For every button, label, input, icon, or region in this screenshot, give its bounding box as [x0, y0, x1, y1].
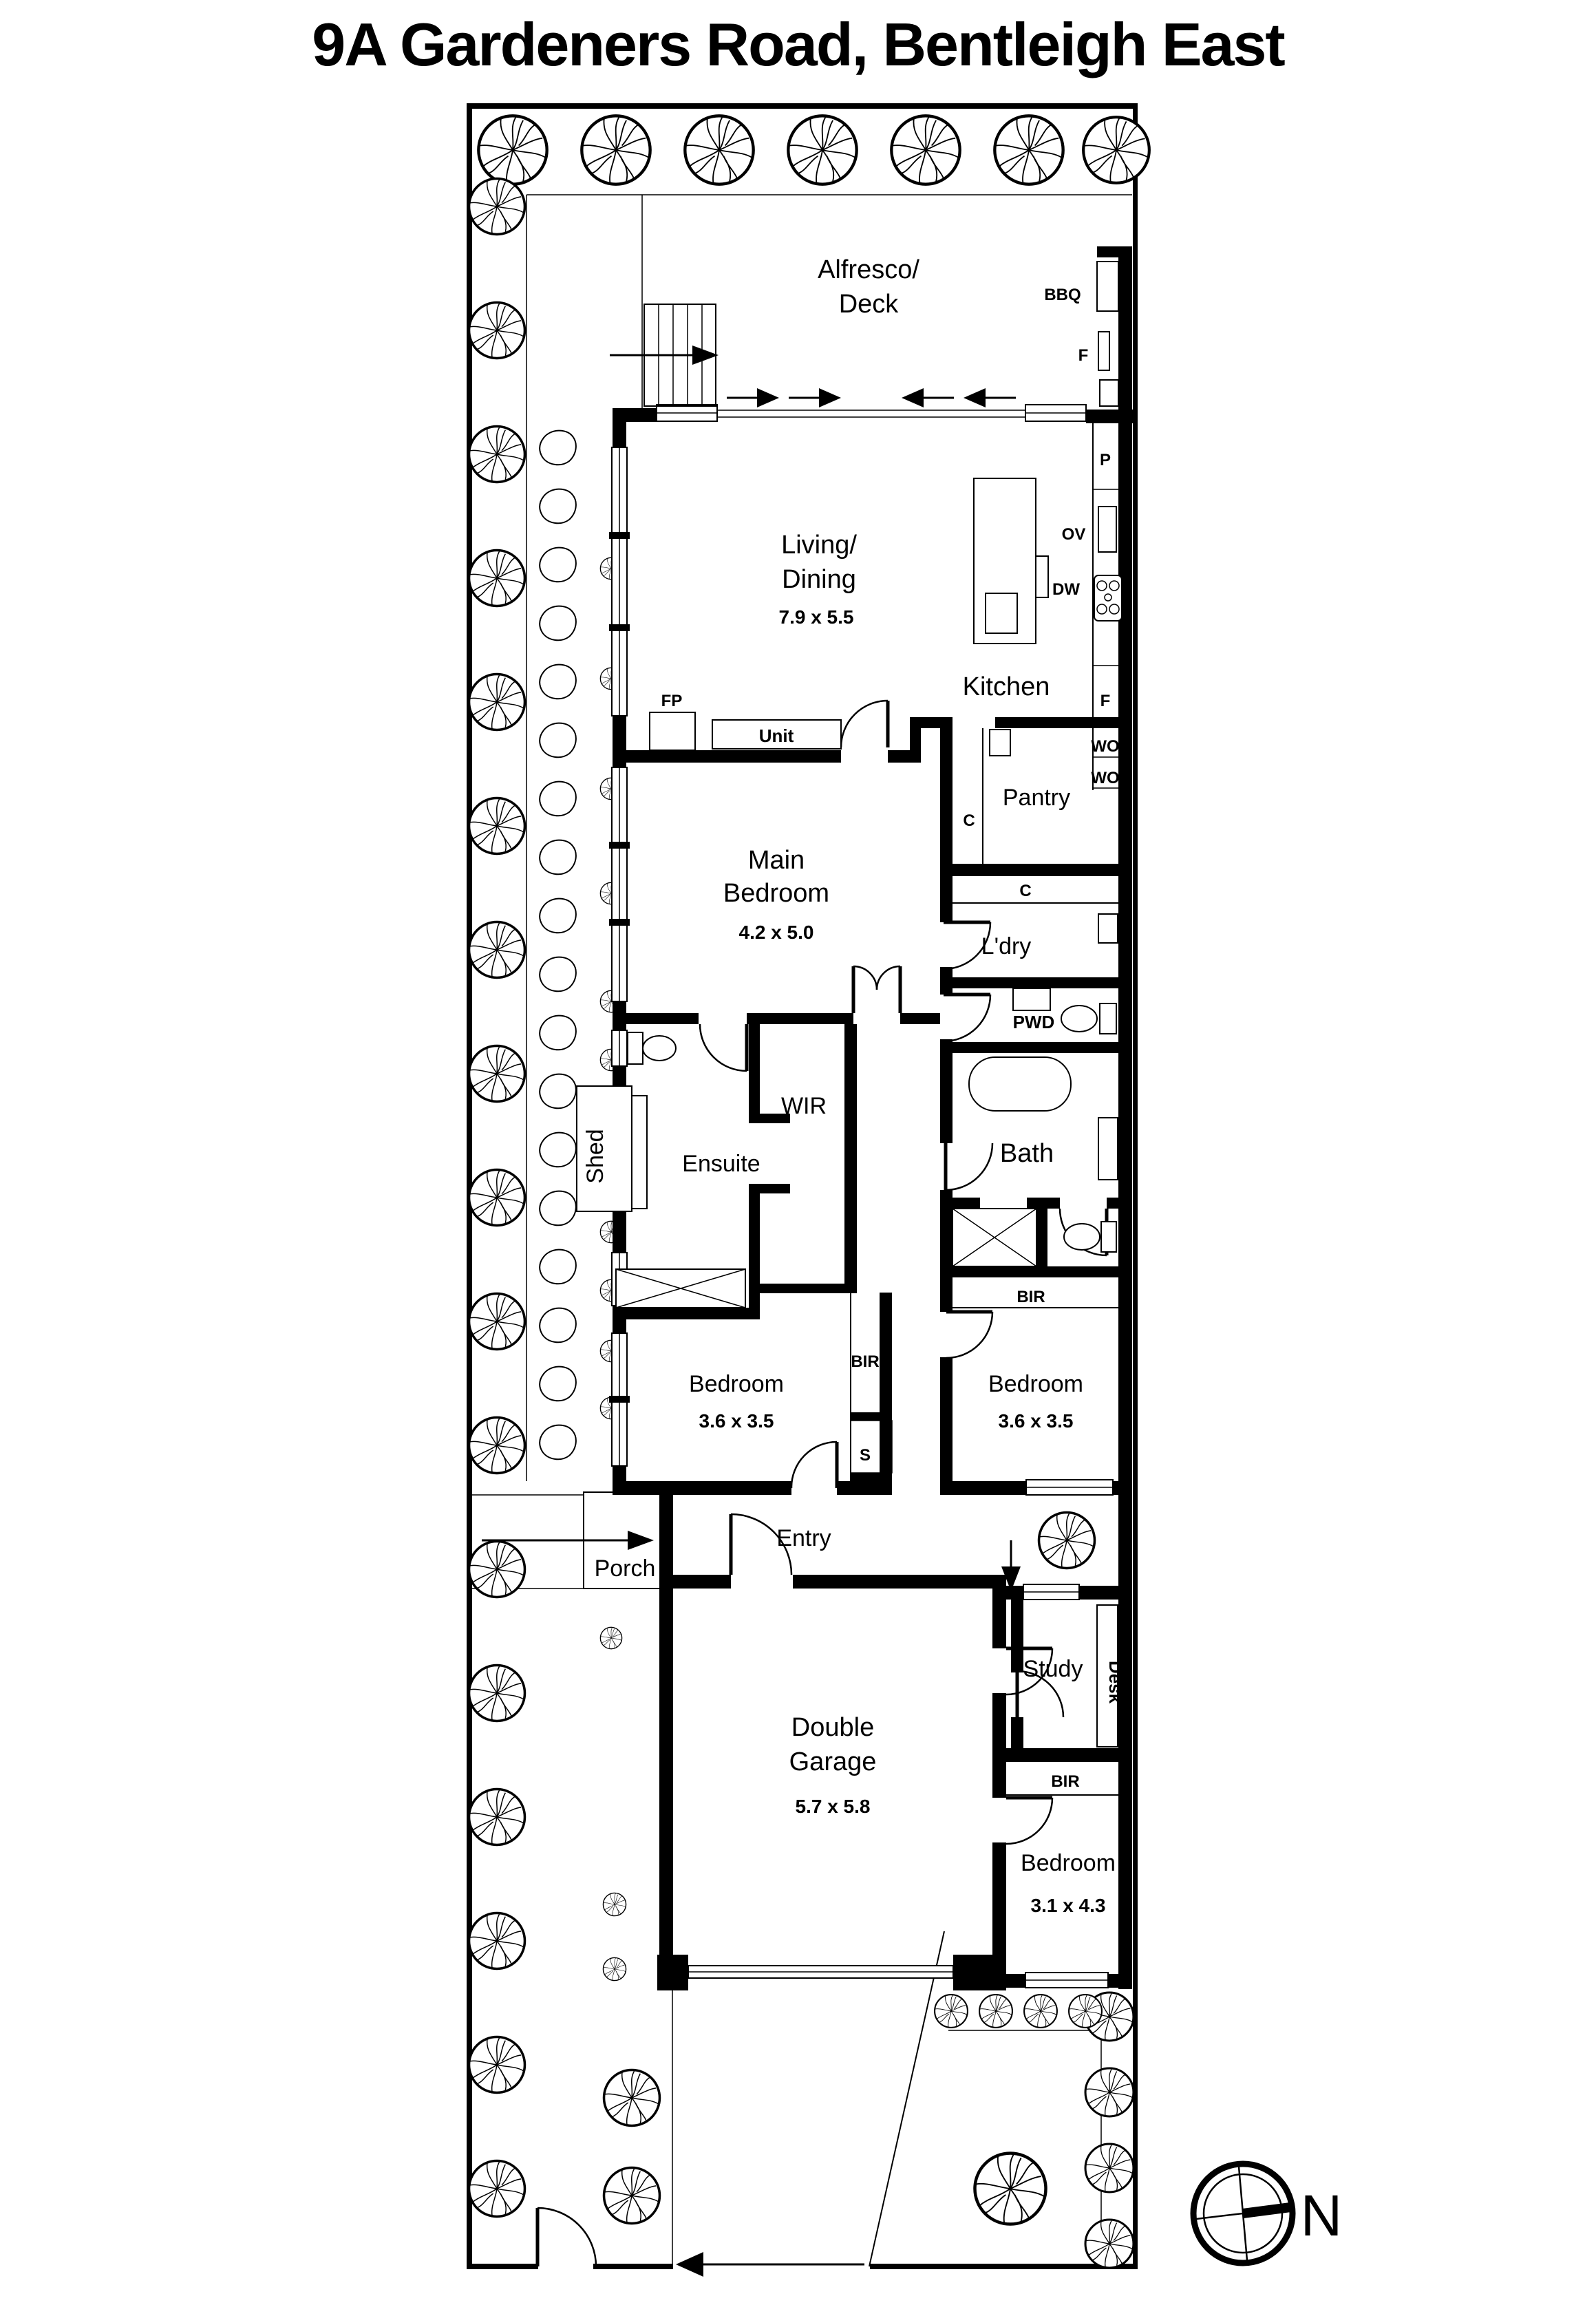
laundry-trough [1098, 914, 1118, 943]
door-bedroom4 [1006, 1798, 1052, 1844]
tree-icon [469, 1789, 525, 1845]
stepping-stone-icon [540, 1250, 576, 1284]
tree-icon [975, 2153, 1045, 2224]
window [1025, 1973, 1108, 1988]
label-living: Living/ [781, 531, 857, 560]
label-alfresco: Alfresco/ [818, 255, 919, 284]
label-powder: PWD [1012, 1012, 1055, 1032]
label-bedroom2: Bedroom [689, 1371, 784, 1397]
bbq-bench [1097, 262, 1118, 311]
tree-icon [469, 2161, 525, 2217]
label-deck-fridge: F [1078, 346, 1089, 365]
window [1026, 1480, 1113, 1495]
tree-icon [604, 2168, 660, 2224]
tree-icon [685, 116, 753, 184]
label-bir-bedroom2: BIR [851, 1352, 880, 1371]
label-main-bedroom-2: Bedroom [723, 879, 830, 908]
label-entry: Entry [776, 1525, 831, 1551]
label-shed: Shed [582, 1129, 608, 1184]
door-ensuite [700, 1024, 747, 1071]
label-pantry: Pantry [1002, 785, 1071, 811]
door-bedroom2 [791, 1442, 837, 1488]
kitchen-island [974, 478, 1048, 644]
stepping-stone-icon [540, 840, 576, 875]
tree-icon [469, 303, 525, 359]
sliding-doors [657, 388, 1086, 421]
label-bedroom3: Bedroom [988, 1371, 1083, 1397]
label-fridge: F [1100, 692, 1111, 710]
tree-icon [469, 1170, 525, 1226]
cooktop [1094, 575, 1122, 621]
stepping-stone-icon [540, 1074, 576, 1109]
stepping-stone-icon [540, 548, 576, 582]
shrub-icon [603, 1957, 626, 1980]
dim-bedroom4: 3.1 x 4.3 [1030, 1895, 1106, 1916]
gate-door [538, 2208, 596, 2266]
stepping-stone-icon [540, 957, 576, 992]
shrub-icon [935, 1995, 968, 2028]
label-wall-oven-2: WO [1091, 769, 1120, 787]
label-fireplace: FP [661, 692, 683, 710]
tree-icon [604, 2070, 660, 2126]
label-living-2: Dining [782, 565, 856, 594]
oven [1098, 507, 1116, 552]
stepping-stone-icon [540, 665, 576, 699]
dishwasher [1036, 556, 1048, 597]
bathtub [969, 1057, 1071, 1111]
label-ensuite: Ensuite [682, 1151, 760, 1177]
label-bir-bedroom3: BIR [1017, 1288, 1045, 1306]
label-bir-bedroom4: BIR [1051, 1772, 1080, 1791]
tree-icon [469, 922, 525, 978]
label-store: S [859, 1446, 871, 1465]
compass-icon [1193, 2164, 1342, 2263]
tree-icon [469, 551, 525, 606]
stepping-stone-icon [540, 1425, 576, 1460]
slide-direction-arrow-icon [727, 388, 1016, 407]
tree-icon [582, 116, 650, 184]
label-cupboard-2: C [1019, 882, 1032, 900]
driveway-arrow-icon [676, 2252, 864, 2277]
stepping-stone-icon [540, 606, 576, 641]
tree-icon [994, 116, 1063, 184]
shrub-icon [603, 1893, 626, 1915]
shower [953, 1209, 1036, 1266]
label-bath: Bath [999, 1139, 1054, 1168]
deck-fridge [1098, 332, 1109, 370]
label-pantry-cupboard: P [1099, 451, 1111, 469]
site-boundary [467, 103, 1138, 2269]
stepping-stone-icon [540, 1191, 576, 1226]
window [612, 1030, 627, 1066]
tree-icon [1085, 2220, 1134, 2268]
deck-sink [1100, 380, 1118, 406]
tree-icon [469, 1418, 525, 1474]
tree-icon [469, 427, 525, 482]
wc-toilet [1064, 1222, 1116, 1252]
ensuite-shower [616, 1269, 745, 1308]
bath-vanity [1098, 1118, 1118, 1180]
label-wall-oven-1: WO [1091, 737, 1120, 756]
tree-icon [1085, 2068, 1134, 2116]
tree-icon [469, 1666, 525, 1721]
door-bedroom3 [946, 1312, 992, 1358]
window [609, 767, 630, 1001]
stepping-stone-icon [540, 1133, 576, 1167]
tree-icon [469, 2037, 525, 2093]
tree-icon [469, 1913, 525, 1969]
shrub-icon [979, 1995, 1012, 2028]
label-unit: Unit [758, 725, 794, 746]
label-study: Study [1023, 1656, 1083, 1682]
door-bath [946, 1143, 992, 1190]
label-wir: WIR [780, 1093, 827, 1119]
tree-icon [469, 1046, 525, 1102]
tree-icon [1039, 1513, 1095, 1569]
label-dishwasher: DW [1052, 580, 1080, 599]
tree-icon [1083, 117, 1149, 183]
label-oven: OV [1061, 525, 1086, 544]
tree-icon [469, 179, 525, 235]
stepping-stone-icon [540, 782, 576, 816]
dim-main-bedroom: 4.2 x 5.0 [738, 922, 814, 943]
dim-bedroom3: 3.6 x 3.5 [998, 1410, 1074, 1432]
fireplace [650, 712, 695, 750]
door-powder [944, 995, 990, 1041]
stepping-stone-icon [540, 1016, 576, 1050]
tree-icon [469, 1542, 525, 1597]
label-north: N [1300, 2183, 1343, 2248]
window [609, 1333, 630, 1466]
stepping-stone-icon [540, 431, 576, 465]
label-garage-2: Garage [789, 1747, 877, 1776]
pantry-shelf [990, 730, 1010, 756]
tree-icon [469, 1294, 525, 1350]
label-bedroom4: Bedroom [1021, 1850, 1116, 1876]
label-bbq: BBQ [1044, 286, 1081, 304]
label-laundry: L'dry [981, 933, 1032, 959]
stepping-stone-icon [540, 723, 576, 758]
shrub-icon [1024, 1995, 1057, 2028]
window [609, 447, 630, 716]
shrub-icon [1069, 1995, 1102, 2028]
stairs [610, 304, 719, 406]
stepping-stone-icon [540, 1308, 576, 1343]
label-kitchen: Kitchen [962, 672, 1050, 701]
label-desk: Desk [1105, 1660, 1126, 1704]
tree-icon [478, 116, 546, 184]
label-porch: Porch [594, 1555, 656, 1582]
tree-icon [469, 798, 525, 854]
window [1023, 1584, 1079, 1600]
dim-living: 7.9 x 5.5 [778, 606, 854, 628]
tree-icon [891, 116, 959, 184]
door-wir-double [853, 966, 900, 1013]
vegetation [469, 116, 1149, 2268]
label-alfresco-2: Deck [838, 290, 899, 319]
stepping-stone-icon [540, 1367, 576, 1401]
tree-icon [788, 116, 856, 184]
label-main-bedroom: Main [747, 846, 805, 875]
stepping-stone-icon [540, 899, 576, 933]
tree-icon [469, 674, 525, 730]
door-main-bedroom [841, 701, 888, 747]
page-title: 9A Gardeners Road, Bentleigh East [312, 10, 1284, 78]
tree-icon [1085, 2144, 1134, 2192]
dim-garage: 5.7 x 5.8 [795, 1796, 871, 1817]
powder-toilet [1061, 1003, 1116, 1034]
shrub-icon [600, 1627, 621, 1648]
dim-bedroom2: 3.6 x 3.5 [699, 1410, 774, 1432]
powder-basin [1013, 988, 1050, 1010]
stepping-stone-icon [540, 489, 576, 524]
island-sink [986, 593, 1017, 633]
garage-door [688, 1966, 953, 1978]
label-cupboard-1: C [963, 811, 975, 830]
label-garage: Double [791, 1713, 875, 1742]
ensuite-toilet [628, 1032, 676, 1064]
